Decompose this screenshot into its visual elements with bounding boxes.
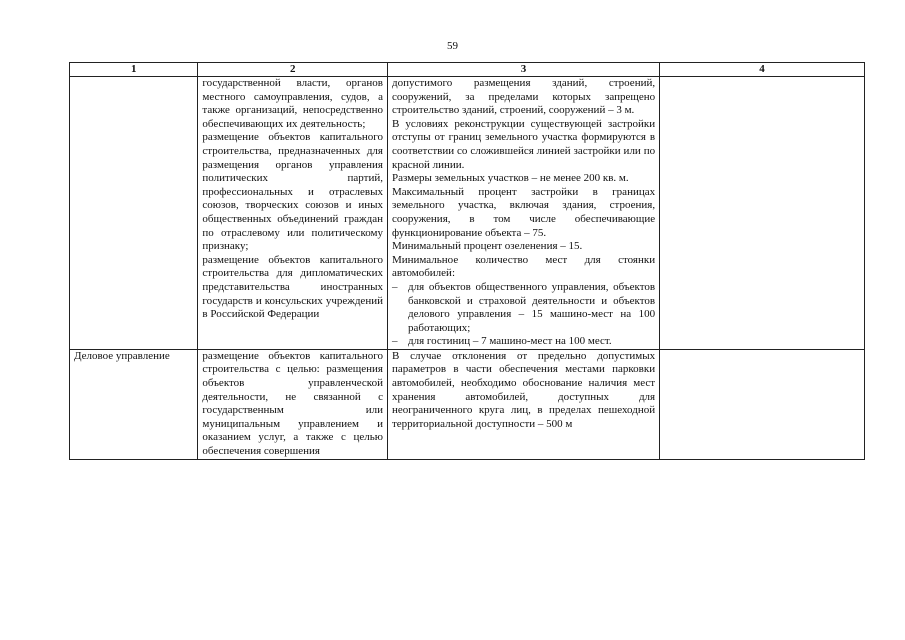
row1-param-p3: Размеры земельных участков – не менее 200 кв. м. — [391, 172, 629, 185]
row2-param-p1: В случае отклонения от предельно допустимых параметров в части обеспечения местами парковки автомобилей, необходимо обоснование наличия мест хранения автомобилей, доступных для неограниченного круга лиц, в пределах пешеходной территориальной доступности – 500 м — [391, 349, 656, 430]
row2-parameters — [387, 349, 659, 459]
row1-param-p1: допустимого размещения зданий, строений, сооружений, за пределами которых запрещено строительство зданий, строений, сооружений – 3 м. — [391, 77, 656, 117]
row2-notes — [660, 349, 865, 459]
row1-description-p1: государственной власти, органов местного самоуправления, судов, а также организаций, непосредственно обеспечивающих их деятельность; — [202, 77, 383, 130]
header-col-1: 1 — [70, 63, 198, 77]
row1-parameters — [387, 77, 659, 350]
table-header-row — [70, 63, 865, 77]
row1-param-list-item-1: – для объектов общественного управления, объектов банковской и страховой деятельности и объектов делового управления – 15 машино-мест на 100 работающих; — [392, 281, 655, 335]
row1-param-p6: Минимальное количество мест для стоянки автомобилей: — [391, 253, 656, 280]
header-col-3: 3 — [387, 63, 659, 77]
regulations-table — [69, 62, 865, 460]
page-number: 59 — [447, 40, 458, 52]
table-row — [70, 349, 865, 459]
header-col-4: 4 — [660, 63, 865, 77]
row1-description-p3: размещение объектов капитального строительства для дипломатических представительства иностранных государств и консульских учреждений в Российской Федерации — [202, 253, 383, 321]
row2-description-p1: размещение объектов капитального строительства с целью: размещения объектов управленческой деятельности, не связанной с государственным или муниципальным управлением и оказанием услуг, а также с целью обеспечения совершения — [202, 349, 383, 458]
row1-param-p5: Минимальный процент озеленения – 15. — [391, 240, 583, 253]
header-col-2: 2 — [198, 63, 388, 77]
row1-description — [198, 77, 388, 350]
row1-use-name — [70, 77, 198, 350]
row1-description-p2: размещение объектов капитального строительства, предназначенных для размещения органов управления политических партий, профессиональных и отраслевых союзов, творческих союзов и иных общественных объединений граждан по отраслевому или политическому признаку; — [202, 131, 383, 253]
table-row — [70, 77, 865, 350]
row2-use-name: Деловое управление — [70, 349, 198, 459]
row1-notes — [660, 77, 865, 350]
row2-description — [198, 349, 388, 459]
row1-param-p4: Максимальный процент застройки в границах земельного участка, включая здания, строения, сооружения, в том числе обеспечивающие функционирование объекта – 75. — [391, 185, 656, 239]
row1-param-p2: В условиях реконструкции существующей застройки отступы от границ земельного участка формируются в соответствии со сложившейся линией застройки или по красной линии. — [391, 117, 656, 171]
row1-param-list-item-2: – для гостиниц – 7 машино-мест на 100 мест. — [392, 335, 655, 349]
